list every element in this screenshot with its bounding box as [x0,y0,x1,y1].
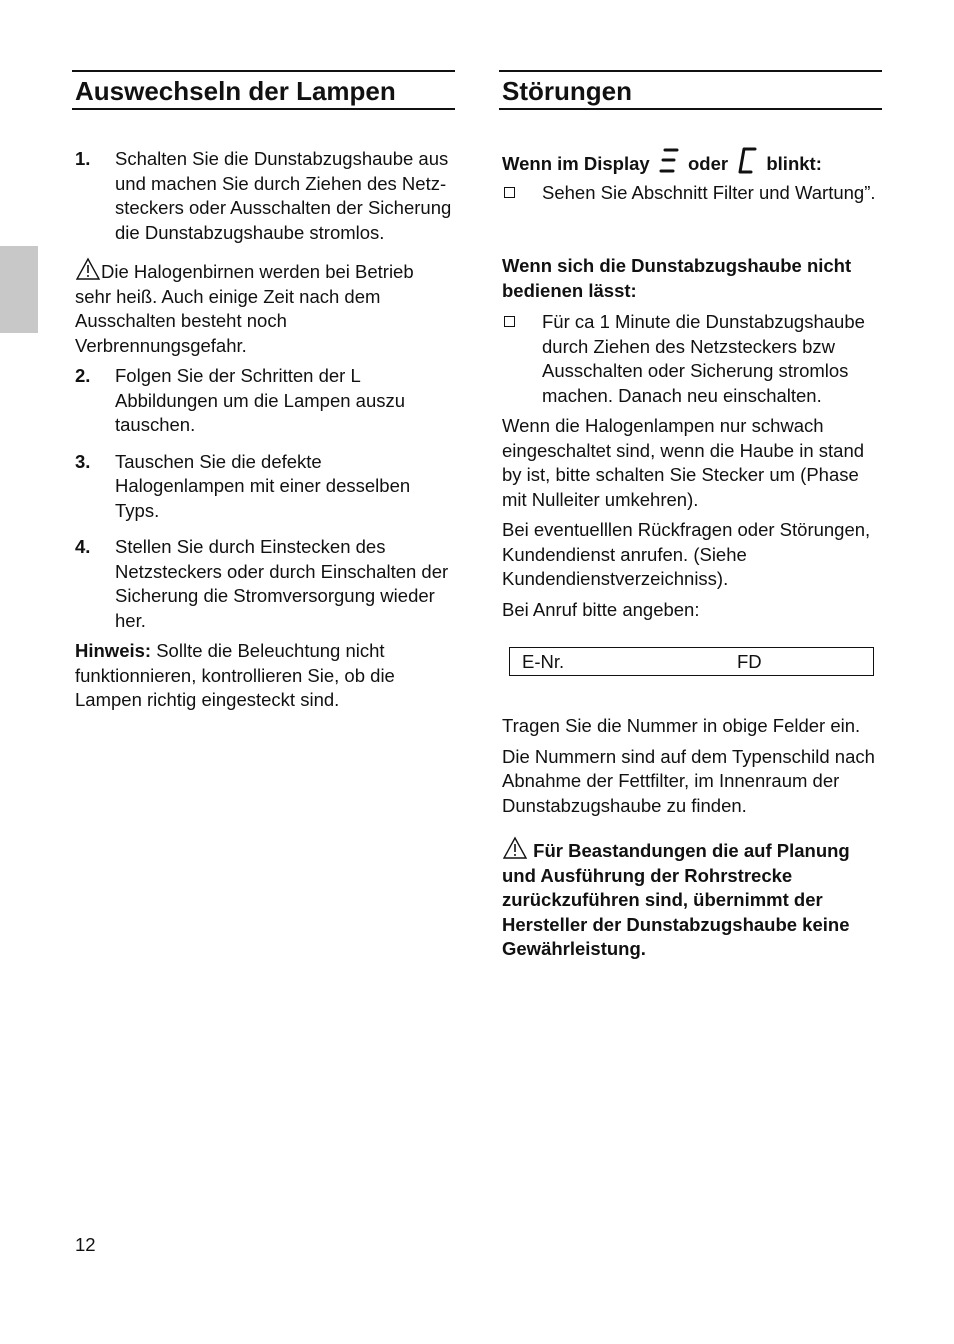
hinweis-text: Sollte die Beleuchtung nicht funktionnieren, kontrollieren Sie, ob die Lampen richtig eingesteckt sind. [75,640,395,710]
hinweis-paragraph [72,639,455,713]
display-prefix: Wenn im Display [502,153,650,174]
step-text: Stellen Sie durch Einstecken des Netzsteckers oder durch Einschalten der Sicherung die Stromversorgung wieder her. [115,536,449,631]
checkbox-icon [504,187,515,198]
hinweis-label: Hinweis: [75,640,152,661]
section-heading-stoerungen: Störungen [499,70,882,110]
step-2 [72,364,455,438]
nobedien-checklist-item [499,310,882,408]
warning-triangle-icon [75,257,101,281]
step-text: Folgen Sie der Schritten der L Abbildungen um die Lampen auszu tauschen. [115,365,406,435]
fd-label: FD [737,651,762,672]
display-segment-c-icon [735,146,759,176]
step-number: 2. [75,365,91,386]
display-suffix: blinkt: [766,153,822,174]
step-1 [72,147,455,245]
section-heading-lampen: Auswechseln der Lampen [72,70,455,110]
enr-fd-box [509,647,874,676]
checklist-text: Für ca 1 Minute die Dunstabzugshaube durch Ziehen des Netzsteckers bzw Ausschalten oder Sicherung stromlos machen. Danach neu einschalten. [542,311,865,406]
step-number: 4. [75,536,91,557]
checklist-text: Sehen Sie Abschnitt Filter und Wartung”. [542,181,876,203]
liability-warning [499,836,882,962]
display-condition-title [499,146,882,177]
step-number: 3. [75,450,91,472]
rueckfragen-paragraph: Bei eventuelllen Rückfragen oder Störungen, Kundendienst anrufen. (Siehe Kundendienstverzeichniss). [502,519,871,589]
display-checklist-item [499,181,882,206]
display-segment-e-icon [657,146,681,176]
left-column [72,70,455,713]
checkbox-icon [504,316,515,327]
liability-text: Für Beastandungen die auf Planung und Ausführung der Rohrstrecke zurückzuführen sind, übernimmt der Hersteller der Dunstabzugshaube keine Gewährleistung. [502,840,850,959]
step-3 [72,450,455,524]
warning-triangle-icon [502,836,528,860]
step-number: 1. [75,148,91,169]
right-column [499,70,882,962]
halogen-paragraph: Wenn die Halogenlampen nur schwach eingeschaltet sind, wenn die Haube in stand by ist, bitte schalten Sie Stecker um (Phase mit Nulleiter umkehren). [502,415,865,510]
nobedien-title: Wenn sich die Dunstabzugshaube nicht bedienen lässt: [502,255,852,301]
side-tab-marker [0,246,38,333]
step-text: Schalten Sie die Dunstabzugshaube aus und machen Sie durch Ziehen des Netz-steckers oder Ausschalten der Sicherung die Dunstabzugshaube stromlos. [115,148,452,243]
step-4 [72,535,455,633]
tragen-paragraph: Tragen Sie die Nummer in obige Felder ein. [502,715,861,736]
warning-paragraph [72,257,455,358]
step-text: Tauschen Sie die defekte Halogenlampen mit einer desselben Typs. [115,450,411,521]
nummern-paragraph: Die Nummern sind auf dem Typenschild nach Abnahme der Fettfilter, im Innenraum der Dunstabzugshaube zu finden. [502,745,875,816]
page-number: 12 [75,1234,96,1255]
display-mid: oder [687,153,729,174]
anruf-paragraph: Bei Anruf bitte angeben: [502,598,700,620]
warning-text: Die Halogenbirnen werden bei Betrieb sehr heiß. Auch einige Zeit nach dem Ausschalten besteht noch Verbrennungsgefahr. [75,261,414,356]
enr-label: E-Nr. [522,651,565,672]
